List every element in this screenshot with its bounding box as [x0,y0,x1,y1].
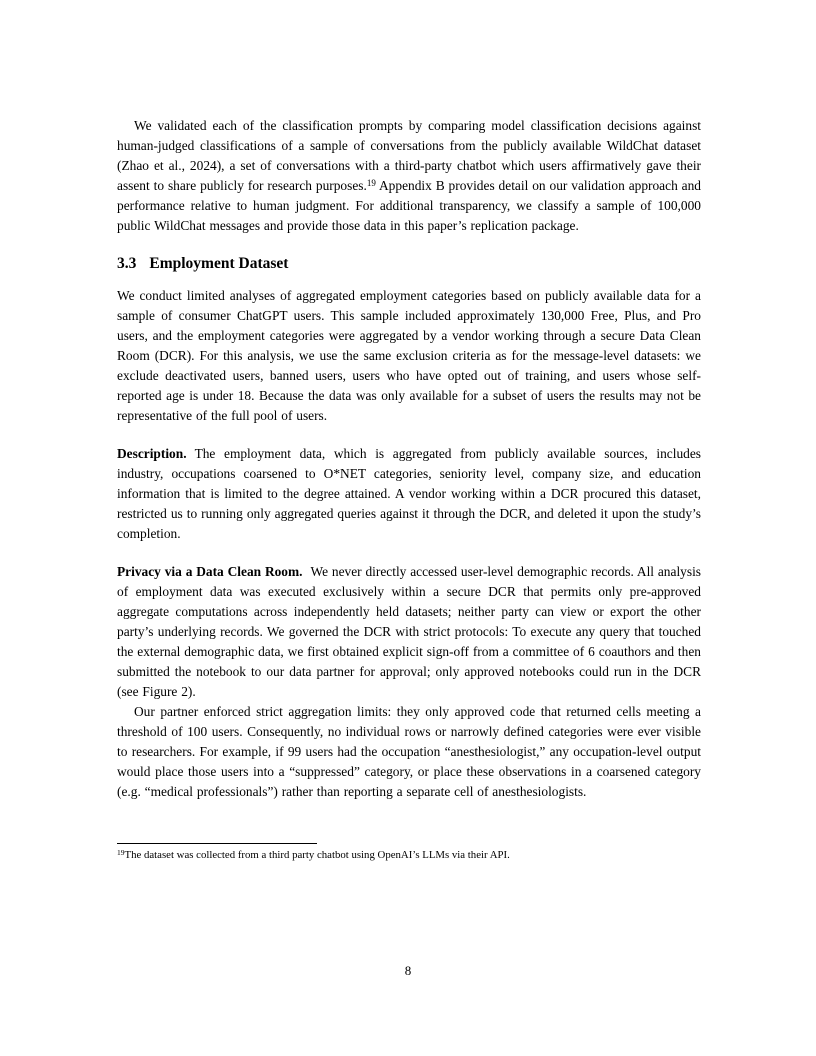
section-title: Employment Dataset [149,255,289,272]
section-heading-3-3 [117,254,701,274]
paragraph-privacy-dcr [117,562,701,702]
paragraph-aggregation-limits: Our partner enforced strict aggregation limits: they only approved code that returned cells meeting a threshold of 100 users. Consequently, no individual rows or narrowly defined categories were ever visible to researchers. For example, if 99 users had the occupation “anesthesiologist,” any occupation-level output would place those users into a “suppressed” category, or place these observations in a coarsened category (e.g. “medical professionals”) rather than reporting a separate cell of anesthesiologists. [117,704,701,799]
footnote-rule [117,843,317,844]
paragraph-employment-overview: We conduct limited analyses of aggregated employment categories based on publicly available data for a sample of consumer ChatGPT users. This sample included approximately 130,000 Free, Plus, and Pro users, and the employment categories were aggregated by a vendor working through a secure Data Clean Room (DCR). For this analysis, we use the same exclusion criteria as for the message-level datasets: we exclude deactivated users, banned users, users who have opted out of training, and users whose self-reported age is under 18. Because the data was only available for a subset of users the results may not be representative of the full pool of users. [117,288,701,423]
description-text: The employment data, which is aggregated from publicly available sources, includes industry, occupations coarsened to O*NET categories, seniority level, company size, and education information that is limited to the degree attained. A vendor working within a DCR procured this dataset, restricted us to running only aggregated queries against it through the DCR, and deleted it upon the study’s completion. [117,446,701,541]
footnote-reference-19: 19 [366,178,376,188]
footnote-marker: 19 [117,848,125,857]
footnote-area [117,843,701,863]
validation-text-before: We validated each of the classification prompts by comparing model classification decisions against human-judged classifications of a sample of conversations from the publicly available WildChat dataset (Zhao et al., 2024), a set of conversations with a third-party chatbot which users affirmatively gave their assent to share publicly for research purposes. [117,118,701,193]
validation-text-after: Appendix B provides detail on our validation approach and performance relative to human judgment. For additional transparency, we classify a sample of 100,000 public WildChat messages and provide those data in this paper’s replication package. [117,178,701,233]
page-content [117,116,701,802]
footnote-19 [117,848,701,863]
section-number: 3.3 [117,255,137,272]
privacy-text: We never directly accessed user-level demographic records. All analysis of employment data was executed exclusively within a secure DCR that permits only pre-approved aggregate computations across independently held datasets; neither party can view or export the other party’s underlying records. We governed the DCR with strict protocols: To execute any query that touched the external demographic data, we first obtained explicit sign-off from a committee of 6 coauthors and then submitted the notebook to our data partner for approval; only approved notebooks could run in the DCR (see Figure 2). [117,564,702,699]
footnote-text: The dataset was collected from a third party chatbot using OpenAI’s LLMs via their API. [124,849,510,861]
paragraph-validation [117,116,701,236]
privacy-runin-heading: Privacy via a Data Clean Room. [117,564,303,579]
page-number: 8 [404,963,412,978]
paragraph-description [117,444,701,544]
description-runin-heading: Description. [117,446,187,461]
